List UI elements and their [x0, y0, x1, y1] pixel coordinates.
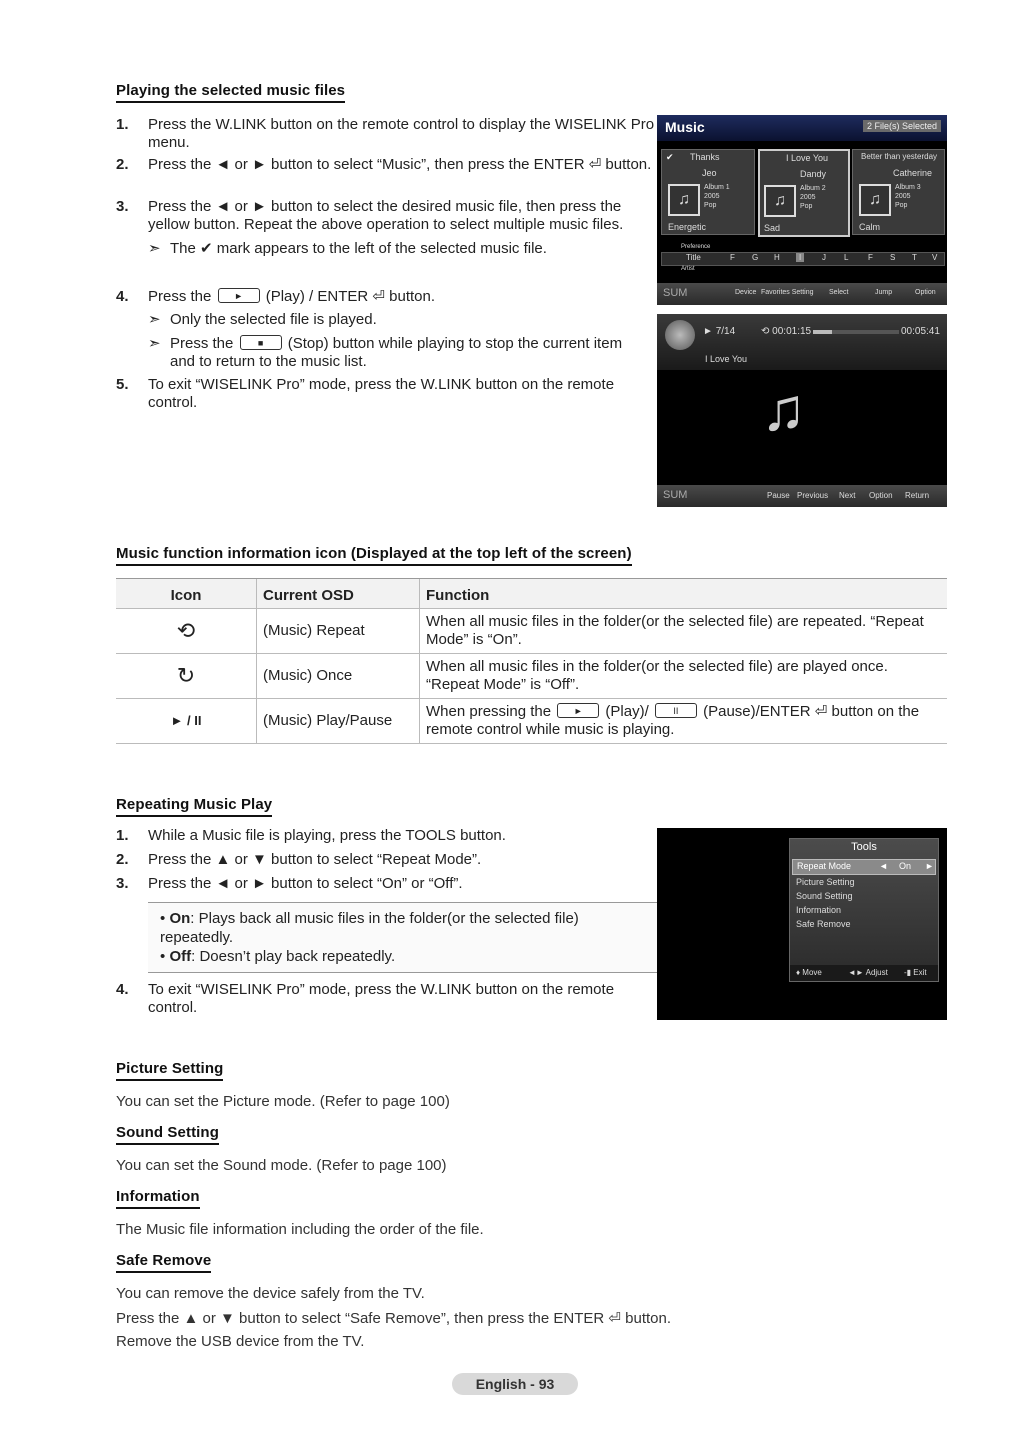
step-1: 1. Press the W.LINK button on the remote control to display the WISELINK Pro menu. [116, 116, 655, 151]
screen-title: Music [665, 119, 705, 135]
repeat-icon: ⟲ [116, 609, 257, 654]
page-number: English - 93 [452, 1373, 578, 1395]
text-safe-remove-3: Remove the USB device from the TV. [116, 1333, 365, 1350]
music-list-screenshot: Music 2 File(s) Selected Thanks ✔ ♫ Jeo Album 1 2005 Pop Energetic I Love You ♫ Dandy Album 2 2005 Pop Sad Better than yesterday ♫ Catherine Album 3 2005 Pop Calm Preference Title F G H I J L F S T V Artist SUM Device Favorites Setting Select Jump Option [657, 115, 947, 305]
disc-icon [665, 320, 695, 350]
step-3: 3. Press the ◄ or ► button to select the desired music file, then press the yellow button. Repeat the above operation to select multiple music files. [116, 198, 624, 233]
heading-sound-setting: Sound Setting [116, 1124, 219, 1145]
text-picture-setting: You can set the Picture mode. (Refer to page 100) [116, 1093, 450, 1110]
screen1-bottom-bar: SUM Device Favorites Setting Select Jump Option [657, 283, 947, 305]
section-heading-playing: Playing the selected music files [116, 82, 345, 103]
note-only-selected: ➣ Only the selected file is played. [148, 311, 377, 328]
menu-item-information[interactable]: Information [796, 905, 842, 915]
play-button-icon: ► [557, 703, 599, 718]
menu-item-safe-remove[interactable]: Safe Remove [796, 919, 851, 929]
play-pause-icon: ► / II [116, 699, 257, 744]
note-checkmark: ➣ The ✔ mark appears to the left of the selected music file. [148, 240, 547, 257]
heading-information: Information [116, 1188, 200, 1209]
text-safe-remove-2: Press the ▲ or ▼ button to select “Safe Remove”, then press the ENTER ⏎ button. [116, 1310, 672, 1327]
heading-safe-remove: Safe Remove [116, 1252, 211, 1273]
progress-bar [813, 330, 899, 334]
pause-button-icon: II [655, 703, 697, 718]
menu-item-sound-setting[interactable]: Sound Setting [796, 891, 853, 901]
text-information: The Music file information including the order of the file. [116, 1221, 484, 1238]
music-note-icon: ♫ [668, 184, 700, 216]
repeat-step-2: 2. Press the ▲ or ▼ button to select “Repeat Mode”. [116, 851, 482, 868]
text-safe-remove-1: You can remove the device safely from the TV. [116, 1285, 425, 1302]
play-button-icon: ► [218, 288, 260, 303]
tools-title: Tools [851, 841, 877, 853]
album-thumb-2: I Love You ♫ Dandy Album 2 2005 Pop Sad [758, 149, 850, 237]
once-icon: ↻ [116, 654, 257, 699]
option-off: • Off: Doesn’t play back repeatedly. [160, 948, 396, 965]
section-heading-repeating: Repeating Music Play [116, 796, 272, 817]
table-row: ► / II (Music) Play/Pause When pressing the ► (Play)/ II (Pause)/ENTER ⏎ button on the remote control while music is playing. [116, 699, 947, 744]
heading-picture-setting: Picture Setting [116, 1060, 223, 1081]
table-row: ↻ (Music) Once When all music files in the folder(or the selected file) are played once. “Repeat Mode” is “Off”. [116, 654, 947, 699]
repeat-step-4: 4. To exit “WISELINK Pro” mode, press the W.LINK button on the remote control. [116, 981, 615, 1016]
music-note-icon: ♫ [761, 376, 806, 443]
letter-bar: Title F G H I J L F S T V [661, 252, 945, 266]
option-on: • On: Plays back all music files in the folder(or the selected file) repeatedly. [160, 910, 579, 946]
music-note-icon: ♫ [859, 184, 891, 216]
table-header-row: Icon Current OSD Function [116, 579, 947, 609]
tools-panel [789, 838, 939, 982]
note-stop: ➣ Press the ■ (Stop) button while playing to stop the current item and to return to the music list. [148, 335, 623, 370]
step-2: 2. Press the ◄ or ► button to select “Music”, then press the ENTER ⏎ button. [116, 156, 652, 173]
icon-info-table [116, 578, 947, 744]
selected-badge: 2 File(s) Selected [863, 120, 941, 132]
repeat-step-1: 1. While a Music file is playing, press the TOOLS button. [116, 827, 506, 844]
music-note-icon: ♫ [764, 185, 796, 217]
tools-footer: ♦ Move ◄► Adjust -▮ Exit [790, 965, 938, 981]
menu-item-repeat-mode[interactable]: Repeat Mode ◄ On ► [792, 859, 936, 875]
screen2-bottom-bar: SUM Pause Previous Next Option Return [657, 485, 947, 507]
step-5: 5. To exit “WISELINK Pro” mode, press the W.LINK button on the remote control. [116, 376, 615, 411]
section-heading-icons: Music function information icon (Displayed at the top left of the screen) [116, 545, 632, 566]
tools-menu-screenshot [657, 828, 947, 1020]
album-thumb-1: Thanks ✔ ♫ Jeo Album 1 2005 Pop Energetic [661, 149, 755, 235]
text-sound-setting: You can set the Sound mode. (Refer to page 100) [116, 1157, 447, 1174]
repeat-options-box [148, 902, 658, 973]
now-playing-screenshot: ► 7/14 ⟲ 00:01:15 00:05:41 I Love You ♫ SUM Pause Previous Next Option Return [657, 314, 947, 507]
repeat-step-3: 3. Press the ◄ or ► button to select “On” or “Off”. [116, 875, 463, 892]
menu-item-picture-setting[interactable]: Picture Setting [796, 877, 855, 887]
stop-button-icon: ■ [240, 335, 282, 350]
table-row: ⟲ (Music) Repeat When all music files in the folder(or the selected file) are repeated. “Repeat Mode” is “On”. [116, 609, 947, 654]
album-thumb-3: Better than yesterday ♫ Catherine Album 3 2005 Pop Calm [852, 149, 945, 235]
step-4: 4. Press the ► (Play) / ENTER ⏎ button. [116, 288, 436, 305]
